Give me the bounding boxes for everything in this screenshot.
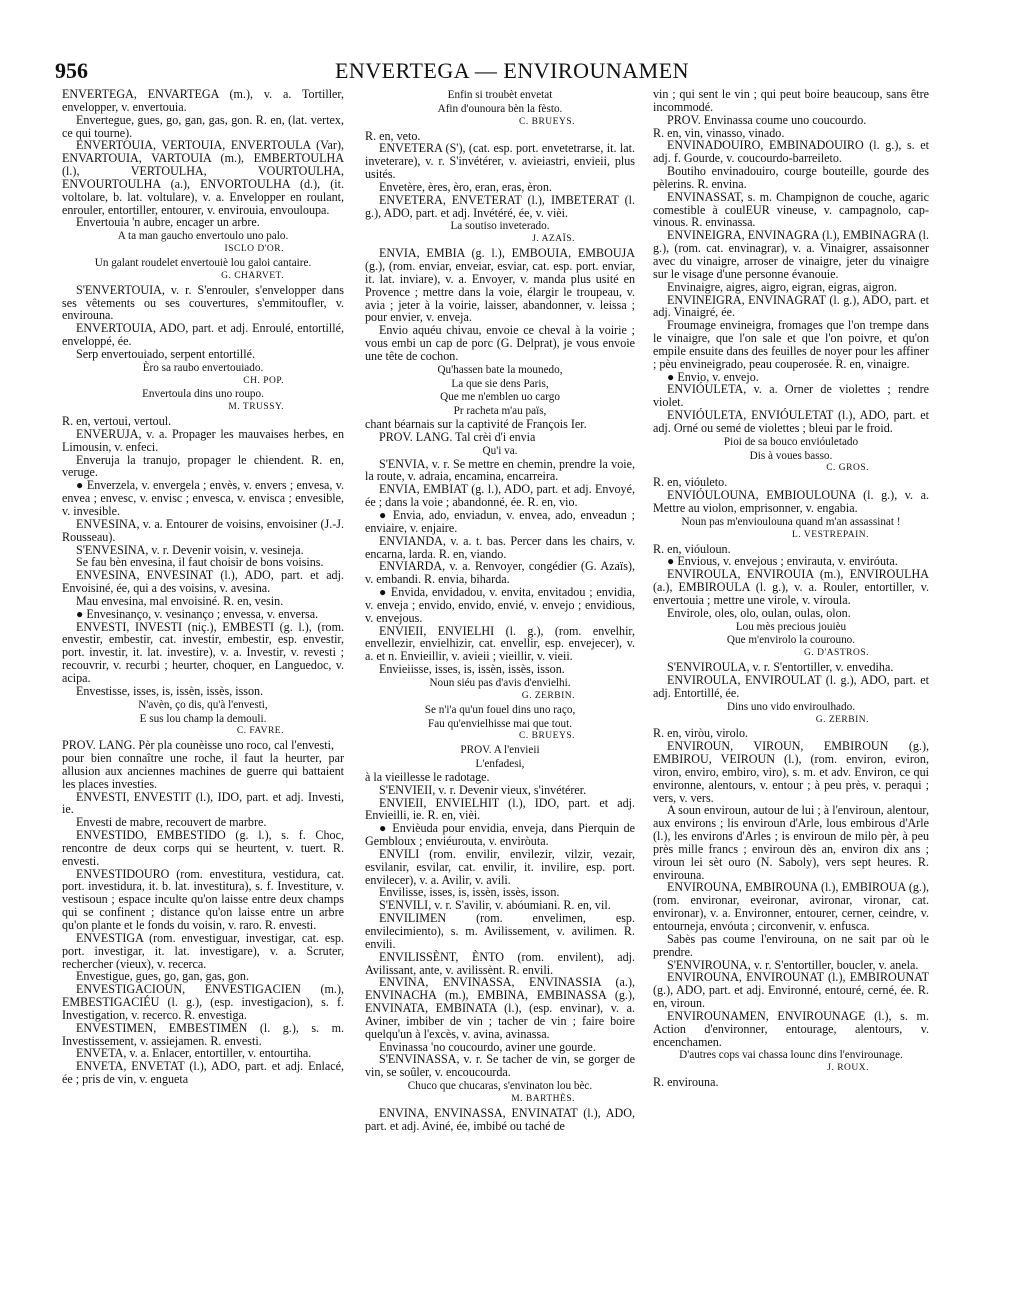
quotation-attribution: C. BRUEYS. bbox=[519, 731, 575, 742]
quotation-line: Enfin si troubèt envetat bbox=[447, 89, 553, 101]
running-head: ENVERTEGA — ENVIROUNAMEN bbox=[334, 58, 690, 83]
dictionary-paragraph: chant béarnais sur la captivité de François Ier. bbox=[365, 417, 587, 432]
dictionary-paragraph: R. en, veto. bbox=[365, 128, 421, 143]
quotation-line: Lou mès precious jouièu bbox=[735, 620, 847, 633]
quotation-attribution: CH. POP. bbox=[243, 375, 284, 386]
dictionary-paragraph: R. envirouna. bbox=[653, 1075, 719, 1090]
dictionary-paragraph: S'ENVILI, v. r. S'avilir, v. abóumiani. R. en, vil. bbox=[379, 898, 611, 913]
dictionary-paragraph: ENVIROUNA, EMBIROUNA (l.), EMBIROUA (g.), (rom. environar, eveironar, avironar, vironar, cat. environar), v. a. Environner, entourer, cerner, ceindre, v. entourneja, envóuta ; circonvenir, v. enfusca. bbox=[653, 880, 929, 933]
dictionary-paragraph: S'ENVINASSA, v. r. Se tacher de vin, se gorger de vin, se soûler, v. encoucourda. bbox=[365, 1052, 635, 1080]
quotation-line: Dis à voues basso. bbox=[749, 449, 833, 462]
dictionary-paragraph: S'ENVIEII, v. r. Devenir vieux, s'invétérer. bbox=[379, 782, 587, 797]
dictionary-paragraph: ENVESTI, INVESTI (niç.), EMBESTI (g. l.), (rom. envestir, embestir, cat. investir, embestir, esp. envestir, port. investir, it. lat. investire), v. a. Investir, v. revesti ; recouvrir, v. recurbi ; heurter, choquer, en Languedoc, v. acipa. bbox=[62, 619, 344, 685]
dictionary-paragraph: Froumage envineigra, fromages que l'on trempe dans le vinaigre, que l'on sale et que l'on poivre, et qu'on empile ensuite dans des feuilles de noyer pour les affiner ; pèu envineigrado, peau couperosée. R. en, vinaigre. bbox=[653, 318, 929, 371]
dictionary-paragraph: Envieiisse, isses, is, issèn, issès, isson. bbox=[379, 662, 565, 677]
quotation-attribution: G. ZERBIN. bbox=[815, 714, 869, 725]
dictionary-paragraph: ENVESTIDO, EMBESTIDO (g. l.), s. f. Choc, rencontre de deux corps qui se heurtent, v. tuert. R. envesti. bbox=[62, 828, 344, 868]
quotation-line: Qu'hassen bate la mounedo, bbox=[437, 363, 563, 376]
dictionary-paragraph: ENVIA, EMBIAT (g. l.), ADO, part. et adj. Envoyé, ée ; dans la voie ; abandonné, ée. R. en, vio. bbox=[365, 482, 635, 510]
quotation-attribution: J. AZAÏS. bbox=[532, 234, 575, 245]
quotation-attribution: G. D'ASTROS. bbox=[804, 648, 869, 659]
dictionary-paragraph: S'ENVESINA, v. r. Devenir voisin, v. vesineja. bbox=[76, 542, 304, 557]
dictionary-paragraph: ENVESINA, v. a. Entourer de voisins, envoisiner (J.-J. Rousseau). bbox=[62, 516, 344, 544]
dictionary-paragraph: ENVETERA, ENVETERAT (l.), IMBETERAT (l. g.), ADO, part. et adj. Invétéré, ée, v. vièi. bbox=[365, 192, 635, 220]
dictionary-paragraph: PROV. Envinassa coume uno coucourdo. bbox=[667, 112, 867, 127]
quotation-line: Afin d'ounoura bèn la fèsto. bbox=[437, 102, 563, 115]
quotation-attribution: C. BRUEYS. bbox=[519, 116, 575, 127]
dictionary-paragraph: A soun enviroun, autour de lui ; à l'enviroun, alentour, aux environs ; lis enviroun d'Arle, lous embirous d'Arle (l.), les environs d'Arles ; is enviroun de milo pèr, à peu près mille francs ; enviroun dès an, environ dix ans ; viroun lei sèt ouro (N. Saboly), vers sept heures. R. envirouna. bbox=[653, 803, 929, 882]
dictionary-paragraph: ENVINA, ENVINASSA, ENVINASSIA (a.), ENVINACHA (m.), EMBINA, EMBINASSA (g.), ENVINATA, EMBINATA (l.), (esp. envinar), v. a. Aviner, imbiber de vin ; tacher de vin ; faire boire quelqu'un à l'excès, v. avina, avinassa. bbox=[365, 975, 635, 1041]
quotation-line: Noun siéu pas d'avis d'envielhi. bbox=[429, 676, 571, 689]
dictionary-paragraph: ENVIÓULETA, ENVIÓULETAT (l.), ADO, part. et adj. Orné ou semé de violettes ; bleui par le froid. bbox=[653, 408, 929, 435]
dictionary-paragraph: ● Envesinanço, v. vesinanço ; envessa, v. enversa. bbox=[76, 606, 319, 621]
dictionary-paragraph: ENVIEII, ENVIELHI (l. g.), (rom. envelhir, envellezir, envielhizir, cat. envellir, esp. envejecer), v. a. et n. Envieillir, v. avieii ; vieillir, v. vieii. bbox=[365, 623, 635, 664]
dictionary-paragraph: ENVETA, v. a. Enlacer, entortiller, v. entourtiha. bbox=[76, 1046, 312, 1061]
dictionary-paragraph: ENVIA, EMBIA (g. l.), EMBOUIA, EMBOUJA (g.), (rom. enviar, enveiar, esviar, cat. esp. port. enviar, it. lat. inviare), v. a. Envoyer, v. manda plus usité en Provence ; mettre dans la voie, élargir le troupeau, v. avia ; jeter à la voirie, laisser, abandonner, v. leissa ; pour envier, v. enveja. bbox=[365, 246, 635, 325]
dictionary-paragraph: ● Envious, v. envejous ; envirauta, v. enviróuta. bbox=[667, 554, 898, 569]
dictionary-paragraph: Boutiho envinadouiro, courge bouteille, gourde des pèlerins. R. envina. bbox=[653, 164, 929, 191]
dictionary-paragraph: Envio aquéu chivau, envoie ce cheval à la voirie ; vous embi un cap de porc (G. Delprat), je vous envoie une tête de cochon. bbox=[365, 323, 635, 363]
dictionary-paragraph: Envilisse, isses, is, issèn, issès, isson. bbox=[379, 885, 560, 900]
column-right bbox=[653, 88, 929, 1288]
dictionary-paragraph: S'ENVIROULA, v. r. S'entortiller, v. envediha. bbox=[667, 660, 894, 675]
dictionary-paragraph: Envertegue, gues, go, gan, gas, gon. R. en, (lat. vertex, ce qui tourne). bbox=[62, 112, 344, 140]
quotation-line: Qu'i va. bbox=[482, 444, 518, 457]
quotation-attribution: J. ROUX. bbox=[827, 1063, 869, 1074]
quotation-line: Un galant roudelet envertouiè lou galoi cantaire. bbox=[94, 256, 312, 269]
dictionary-paragraph: ● Envièuda pour envidia, enveja, dans Pierquin de Gembloux ; enviéurouta, v. enviròuta. bbox=[365, 821, 635, 849]
dictionary-paragraph: ENVILI (rom. envilir, envilezir, vilzir, vezair, esvilanir, esvilar, cat. envilir, it. invilire, esp. port. envilecer), v. a. Avilir, v. avili. bbox=[365, 846, 635, 887]
dictionary-paragraph: ENVINASSAT, s. m. Champignon de couche, agaric comestible à coulEUR vineuse, v. campagnolo, cap-vinous. R. envinassa. bbox=[653, 189, 929, 230]
dictionary-paragraph: ENVESTIGA (rom. envestiguar, investigar, cat. esp. port. investigar, it. lat. investigare), v. a. Scruter, rechercher (vieux), v. recerca. bbox=[62, 930, 344, 971]
dictionary-paragraph: ENVINEIGRA, ENVINAGRA (l.), EMBINAGRA (l. g.), (rom. cat. envinagrar), v. a. Vinaigrer, assaisonner avec du vinaigre, arroser de vinaigre, jeter du vinaigre sur le visage d'une personne évanouie. bbox=[653, 228, 929, 281]
dictionary-paragraph: S'ENVIROUNA, v. r. S'entortiller, boucler, v. anela. bbox=[667, 957, 919, 972]
dictionary-paragraph: Mau envesina, mal envoisiné. R. en, vesin. bbox=[76, 593, 284, 608]
quotation-attribution: L. VESTREPAIN. bbox=[792, 529, 869, 540]
dictionary-paragraph: ENVIROULA, ENVIROULAT (l. g.), ADO, part. et adj. Entortillé, ée. bbox=[653, 672, 929, 700]
quotation-line: Que me n'emblen uo cargo bbox=[440, 391, 560, 404]
dictionary-paragraph: vin ; qui sent le vin ; qui peut boire beaucoup, sans être incommodé. bbox=[653, 88, 929, 114]
quotation-attribution: C. GROS. bbox=[826, 463, 869, 474]
quotation-line: Dins uno vido enviroulhado. bbox=[726, 700, 856, 713]
dictionary-paragraph: ENVETA, ENVETAT (l.), ADO, part. et adj. Enlacé, ée ; pris de vin, v. engueta bbox=[62, 1059, 344, 1087]
dictionary-paragraph: ENVESTIMEN, EMBESTIMEN (l. g.), s. m. Investissement, v. assiejamen. R. envesti. bbox=[62, 1020, 344, 1048]
dictionary-paragraph: ENVERTOUIA, ADO, part. et adj. Enroulé, entortillé, enveloppé, ée. bbox=[62, 321, 344, 349]
dictionary-paragraph: ENVESTIGACIOUN, ENVESTIGACIEN (m.), EMBESTIGACIÉU (l. g.), (esp. investigacion), s. f. Investigation, v. recerco. R. envestiga. bbox=[62, 982, 344, 1022]
quotation-line: Envertoula dins uno roupo. bbox=[142, 388, 264, 401]
dictionary-paragraph: ENVESINA, ENVESINAT (l.), ADO, part. et adj. Envoisiné, ée, qui a des voisins, v. avesina. bbox=[62, 568, 344, 596]
quotation-line: Pioi de sa bouco envióuletado bbox=[723, 435, 859, 448]
column-left bbox=[62, 88, 344, 1288]
quotation-attribution: G. ZERBIN. bbox=[521, 690, 575, 701]
dictionary-paragraph: ENVIROUNAMEN, ENVIROUNAGE (l.), s. m. Action d'environner, entourage, alentours, v. encenchamen. bbox=[653, 1008, 929, 1049]
dictionary-paragraph: ENVESTI, ENVESTIT (l.), IDO, part. et adj. Investi, ie. bbox=[62, 789, 344, 817]
dictionary-paragraph: ENVIARDA, v. a. Renvoyer, congédier (G. Azaïs), v. embandi. R. envia, biharda. bbox=[365, 559, 635, 587]
dictionary-paragraph: S'ENVIA, v. r. Se mettre en chemin, prendre la voie, la route, v. adraia, encamina, encarreira. bbox=[365, 456, 635, 484]
quotation-line: Noun pas m'envioulouna quand m'an assassinat ! bbox=[681, 515, 901, 528]
dictionary-paragraph: ENVESTIDOURO (rom. envestitura, vestidura, cat. port. investidura, it. b. lat. investitura), s. f. Investiture, v. vestisoun ; espace inculte qu'on laisse entre deux champs qui se confinent ; distance qu'on laisse entre un arbre qu'on plante et le fonds du voisin, v. raro. R. envesti. bbox=[62, 866, 344, 932]
dictionary-paragraph: R. en, vióuleto. bbox=[653, 475, 728, 490]
dictionary-paragraph: PROV. LANG. Pèr pla counèisse uno roco, cal l'envesti, bbox=[62, 738, 335, 753]
dictionary-paragraph: ENVIANDA, v. a. t. bas. Percer dans les chairs, v. encarna, larda. R. en, viando. bbox=[365, 533, 635, 561]
quotation-line: D'autres cops vai chassa lounc dins l'envirounage. bbox=[679, 1049, 903, 1062]
dictionary-paragraph: Envestigue, gues, go, gan, gas, gon. bbox=[76, 969, 249, 984]
dictionary-paragraph: Se fau bèn envesina, il faut choisir de bons voisins. bbox=[76, 555, 324, 570]
dictionary-paragraph: ENVIROUN, VIROUN, EMBIROUN (g.), EMBIROU, VEIROUN (l.), (rom. environ, eviron, viron, enviro, embiro, viro), s. m. et adv. Environ, ce qui environne, alentours, v. entour ; à peu près, v. peraqui ; vers, v. vers. bbox=[653, 739, 929, 805]
dictionary-paragraph: ENVINADOUIRO, EMBINADOUIRO (l. g.), s. et adj. f. Gourde, v. coucourdo-barreileto. bbox=[653, 138, 929, 166]
dictionary-paragraph: ● Enverzela, v. envergela ; envès, v. envers ; envesa, v. envea ; envesc, v. envisc ; envesca, v. envisca ; envesible, v. invesible. bbox=[62, 478, 344, 518]
quotation-attribution: G. CHARVET. bbox=[221, 270, 284, 281]
dictionary-paragraph: ENVIROULA, ENVIROUIA (m.), ENVIROULHA (a.), EMBIROULA (l. g.), v. a. Rouler, entortiller, v. envertouia ; mettre une virole, v. viroula. bbox=[653, 567, 929, 607]
quotation-line: A ta man gaucho envertoulo uno palo. bbox=[117, 230, 289, 243]
dictionary-paragraph: S'ENVERTOUIA, v. r. S'enrouler, s'envelopper dans ses vêtements ou ses couvertures, s'emmitoufler, v. envirouna. bbox=[62, 282, 344, 323]
dictionary-paragraph: Envertouia 'n aubre, encager un arbre. bbox=[76, 215, 260, 230]
dictionary-paragraph: Serp envertouiado, serpent entortillé. bbox=[76, 346, 255, 361]
quotation-line: E sus lou champ la demouli. bbox=[139, 712, 267, 725]
quotation-line: Èro sa raubo envertouiado. bbox=[142, 361, 264, 374]
dictionary-paragraph: ENVIROUNA, ENVIROUNAT (l.), EMBIROUNAT (g.), ADO, part. et adj. Environné, entouré, cerné, ée. R. en, viroun. bbox=[653, 970, 929, 1011]
quotation-line: La que sie dens Paris, bbox=[451, 377, 549, 390]
dictionary-paragraph: ENVIEII, ENVIELHIT (l.), IDO, part. et adj. Envieilli, ie. R. en, vièi. bbox=[365, 795, 635, 823]
dictionary-paragraph: R. en, vertoui, vertoul. bbox=[62, 414, 172, 429]
quotation-line: Que m'envirolo la courouno. bbox=[726, 634, 856, 647]
dictionary-paragraph: Envetère, ères, èro, eran, eras, èron. bbox=[379, 179, 552, 194]
dictionary-paragraph: ENVETERA (S'), (cat. esp. port. envetetrarse, it. lat. inveterare), v. r. S'invétérer, v. avieiastri, envieii, plus usités. bbox=[365, 141, 635, 182]
quotation-attribution: C. FAVRE. bbox=[236, 726, 284, 737]
dictionary-paragraph: R. en, viròu, virolo. bbox=[653, 726, 749, 741]
dictionary-paragraph: R. en, vióuloun. bbox=[653, 541, 731, 556]
dictionary-paragraph: Sabès pas coume l'envirouna, on ne sait par où le prendre. bbox=[653, 931, 929, 959]
quotation-line: Fau qu'envielhisse mai que tout. bbox=[427, 717, 572, 730]
dictionary-paragraph: ENVILIMEN (rom. envelimen, esp. envilecimiento), s. m. Avilissement, v. avilimen. R. envili. bbox=[365, 911, 635, 951]
dictionary-paragraph: Envinassa 'no coucourdo, aviner une gourde. bbox=[379, 1039, 596, 1054]
dictionary-paragraph: ENVINEIGRA, ENVINAGRAT (l. g.), ADO, part. et adj. Vinaigré, ée. bbox=[653, 292, 929, 320]
quotation-attribution: M. BARTHÈS. bbox=[511, 1093, 575, 1104]
quotation-line: PROV. A l'envieii bbox=[460, 744, 540, 757]
dictionary-paragraph: ● Envida, envidadou, v. envita, envitadou ; envidia, v. enveja ; envido, envido, envié, v. envejo ; envidious, v. envejous. bbox=[365, 585, 635, 625]
column-middle bbox=[365, 88, 635, 1288]
dictionary-paragraph: Enveruja la tranujo, propager le chiendent. R. en, veruge. bbox=[62, 452, 344, 480]
quotation-line: Chuco que chucaras, s'envinaton lou bèc. bbox=[407, 1080, 593, 1093]
dictionary-paragraph: ENVIÓULOUNA, EMBIOULOUNA (l. g.), v. a. Mettre au violon, emprisonner, v. engabia. bbox=[653, 488, 929, 515]
quotation-attribution: ISCLO D'OR. bbox=[224, 244, 284, 255]
dictionary-paragraph: ENVERUJA, v. a. Propager les mauvaises herbes, en Limousin, v. enfeci. bbox=[62, 426, 344, 454]
dictionary-paragraph: ENVIÓULETA, v. a. Orner de violettes ; rendre violet. bbox=[653, 382, 929, 410]
quotation-line: La soutiso inveterado. bbox=[450, 220, 550, 233]
dictionary-paragraph: R. en, vin, vinasso, vinado. bbox=[653, 125, 785, 140]
dictionary-paragraph: Envesti de mabre, recouvert de marbre. bbox=[76, 815, 267, 830]
dictionary-paragraph: à la vieillesse le radotage. bbox=[365, 769, 490, 784]
dictionary-paragraph: ● Envia, ado, enviadun, v. envea, ado, enveadun ; enviaire, v. enjaire. bbox=[365, 508, 635, 535]
quotation-line: Se n'i'a qu'un fouel dins uno raço, bbox=[424, 703, 576, 716]
page-number: 956 bbox=[55, 58, 88, 83]
dictionary-paragraph: ENVILISSÈNT, ÈNTO (rom. envilent), adj. Avilissant, ante, v. avilissènt. R. envili. bbox=[365, 949, 635, 977]
dictionary-paragraph: pour bien connaître une roche, il faut la heurter, par allusion aux anciennes machines de guerre qui battaient les places investies. bbox=[62, 751, 344, 791]
dictionary-paragraph: ● Envio, v. envejo. bbox=[667, 369, 759, 384]
dictionary-paragraph: Envinaigre, aigres, aigro, eigran, eigras, aigron. bbox=[667, 279, 898, 294]
dictionary-paragraph: Envestisse, isses, is, issèn, issès, isson. bbox=[76, 683, 264, 698]
dictionary-paragraph: ENVERTOUIA, VERTOUIA, ENVERTOULA (Var), ENVARTOUIA, VARTOUIA (m.), EMBERTOULHA (l.), VERTOULHA, VOURTOULHA, ENVOURTOULHA (a.), ENVORTOULHA (d.), (it. voltolare, b. lat. voltulare), v. a. Envelopper en roulant, enrouler, entortiller, entourer, v. envirouia, envouloupa. bbox=[62, 138, 344, 217]
quotation-line: L'enfadesi, bbox=[475, 758, 525, 771]
dictionary-paragraph: PROV. LANG. Tal crèi d'i envia bbox=[379, 429, 536, 444]
quotation-line: N'avèn, ço dis, qu'à l'envesti, bbox=[138, 698, 268, 711]
quotation-attribution: M. TRUSSY. bbox=[228, 402, 284, 413]
dictionary-paragraph: ENVERTEGA, ENVARTEGA (m.), v. a. Tortiller, envelopper, v. envertouia. bbox=[62, 88, 344, 114]
quotation-line: Pr racheta m'au païs, bbox=[453, 405, 547, 418]
dictionary-paragraph: Envirole, oles, olo, oulan, oulas, olon. bbox=[667, 605, 851, 620]
dictionary-paragraph: ENVINA, ENVINASSA, ENVINATAT (l.), ADO, part. et adj. Aviné, ée, imbibé ou taché de bbox=[365, 1105, 635, 1133]
